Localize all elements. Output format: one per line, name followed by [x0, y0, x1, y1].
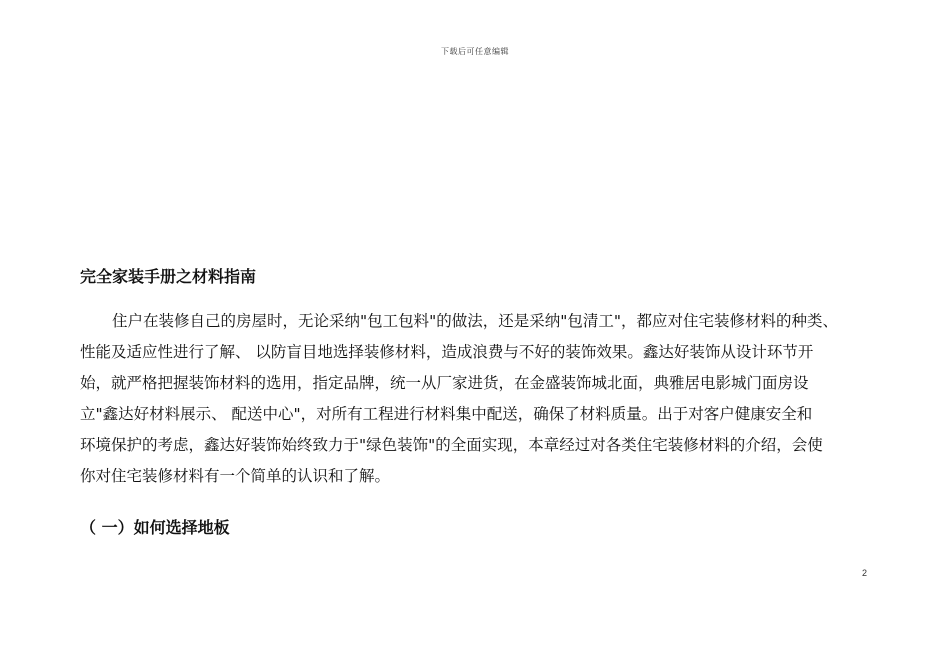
paragraph-line: 住户在装修自己的房屋时，无论采纳"包工包料"的做法，还是采纳"包清工"，都应对住宅装修材料的种类、 — [112, 312, 839, 330]
document-title: 完全家装手册之材料指南 — [80, 267, 257, 286]
paragraph-line: 环境保护的考虑，鑫达好装饰始终致力于"绿色装饰"的全面实现，本章经过对各类住宅装修材料的介绍，会使 — [80, 436, 823, 454]
body-paragraph — [80, 306, 880, 492]
header-note: 下载后可任意编辑 — [441, 47, 509, 56]
paragraph-line: 始，就严格把握装饰材料的选用，指定品牌，统一从厂家进货，在金盛装饰城北面，典雅居电影城门面房设 — [80, 374, 809, 392]
paragraph-line: 立"鑫达好材料展示、 配送中心"，对所有工程进行材料集中配送，确保了材料质量。出于对客户健康安全和 — [80, 405, 813, 423]
section-heading: （ 一）如何选择地板 — [80, 518, 230, 537]
paragraph-line: 性能及适应性进行了解、 以防盲目地选择装修材料，造成浪费与不好的装饰效果。鑫达好装饰从设计环节开 — [80, 343, 814, 361]
page-number: 2 — [862, 568, 868, 578]
paragraph-line: 你对住宅装修材料有一个简单的认识和了解。 — [80, 467, 391, 485]
